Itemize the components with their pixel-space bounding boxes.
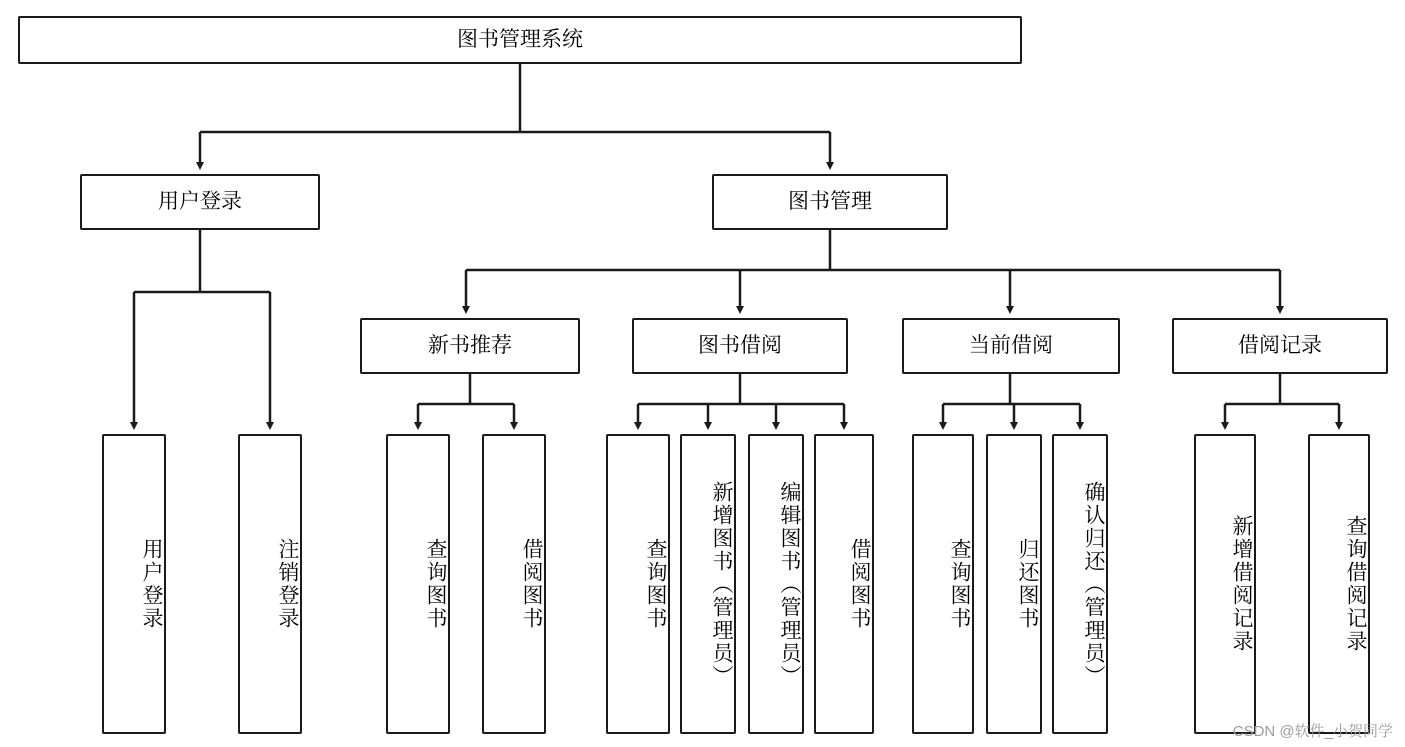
node-root-label: 图书管理系统 xyxy=(457,27,583,51)
node-new-book-recommend-label: 新书推荐 xyxy=(428,333,512,357)
node-leaf-add-record-label: 新增借阅记录 xyxy=(1230,515,1253,653)
node-root xyxy=(18,16,1022,64)
node-borrow-record xyxy=(1172,318,1388,374)
node-leaf-return-book xyxy=(986,434,1042,734)
node-book-manage-label: 图书管理 xyxy=(788,189,872,213)
node-leaf-query-book-1 xyxy=(386,434,450,734)
node-current-borrow-label: 当前借阅 xyxy=(969,333,1053,357)
node-leaf-query-book-3 xyxy=(912,434,974,734)
node-leaf-query-book-3-label: 查询图书 xyxy=(948,538,971,630)
node-leaf-borrow-book-2-label: 借阅图书 xyxy=(848,538,871,630)
node-leaf-query-record xyxy=(1308,434,1370,734)
node-leaf-confirm-return-label: 确认归还（管理员） xyxy=(1082,480,1105,688)
node-leaf-add-book xyxy=(680,434,736,734)
node-user-login-label: 用户登录 xyxy=(158,189,242,213)
node-borrow-record-label: 借阅记录 xyxy=(1238,333,1322,357)
node-leaf-return-book-label: 归还图书 xyxy=(1016,538,1039,630)
node-leaf-query-book-2 xyxy=(606,434,670,734)
node-current-borrow xyxy=(902,318,1120,374)
node-leaf-logout-label: 注销登录 xyxy=(276,538,299,630)
node-book-manage xyxy=(712,174,948,230)
node-leaf-user-login xyxy=(102,434,166,734)
node-leaf-add-book-label: 新增图书（管理员） xyxy=(710,480,733,688)
node-leaf-query-book-1-label: 查询图书 xyxy=(424,538,447,630)
node-user-login xyxy=(80,174,320,230)
node-leaf-edit-book-label: 编辑图书（管理员） xyxy=(778,480,801,688)
node-leaf-add-record xyxy=(1194,434,1256,734)
node-leaf-borrow-book-1-label: 借阅图书 xyxy=(520,538,543,630)
node-leaf-query-record-label: 查询借阅记录 xyxy=(1344,515,1367,653)
node-leaf-query-book-2-label: 查询图书 xyxy=(644,538,667,630)
node-leaf-edit-book xyxy=(748,434,804,734)
watermark: CSDN @软件_小贺同学 xyxy=(1232,723,1393,740)
node-leaf-borrow-book-1 xyxy=(482,434,546,734)
node-leaf-user-login-label: 用户登录 xyxy=(140,538,163,630)
node-leaf-logout xyxy=(238,434,302,734)
node-book-borrow xyxy=(632,318,848,374)
node-new-book-recommend xyxy=(360,318,580,374)
node-book-borrow-label: 图书借阅 xyxy=(698,333,782,357)
node-leaf-borrow-book-2 xyxy=(814,434,874,734)
node-leaf-confirm-return xyxy=(1052,434,1108,734)
